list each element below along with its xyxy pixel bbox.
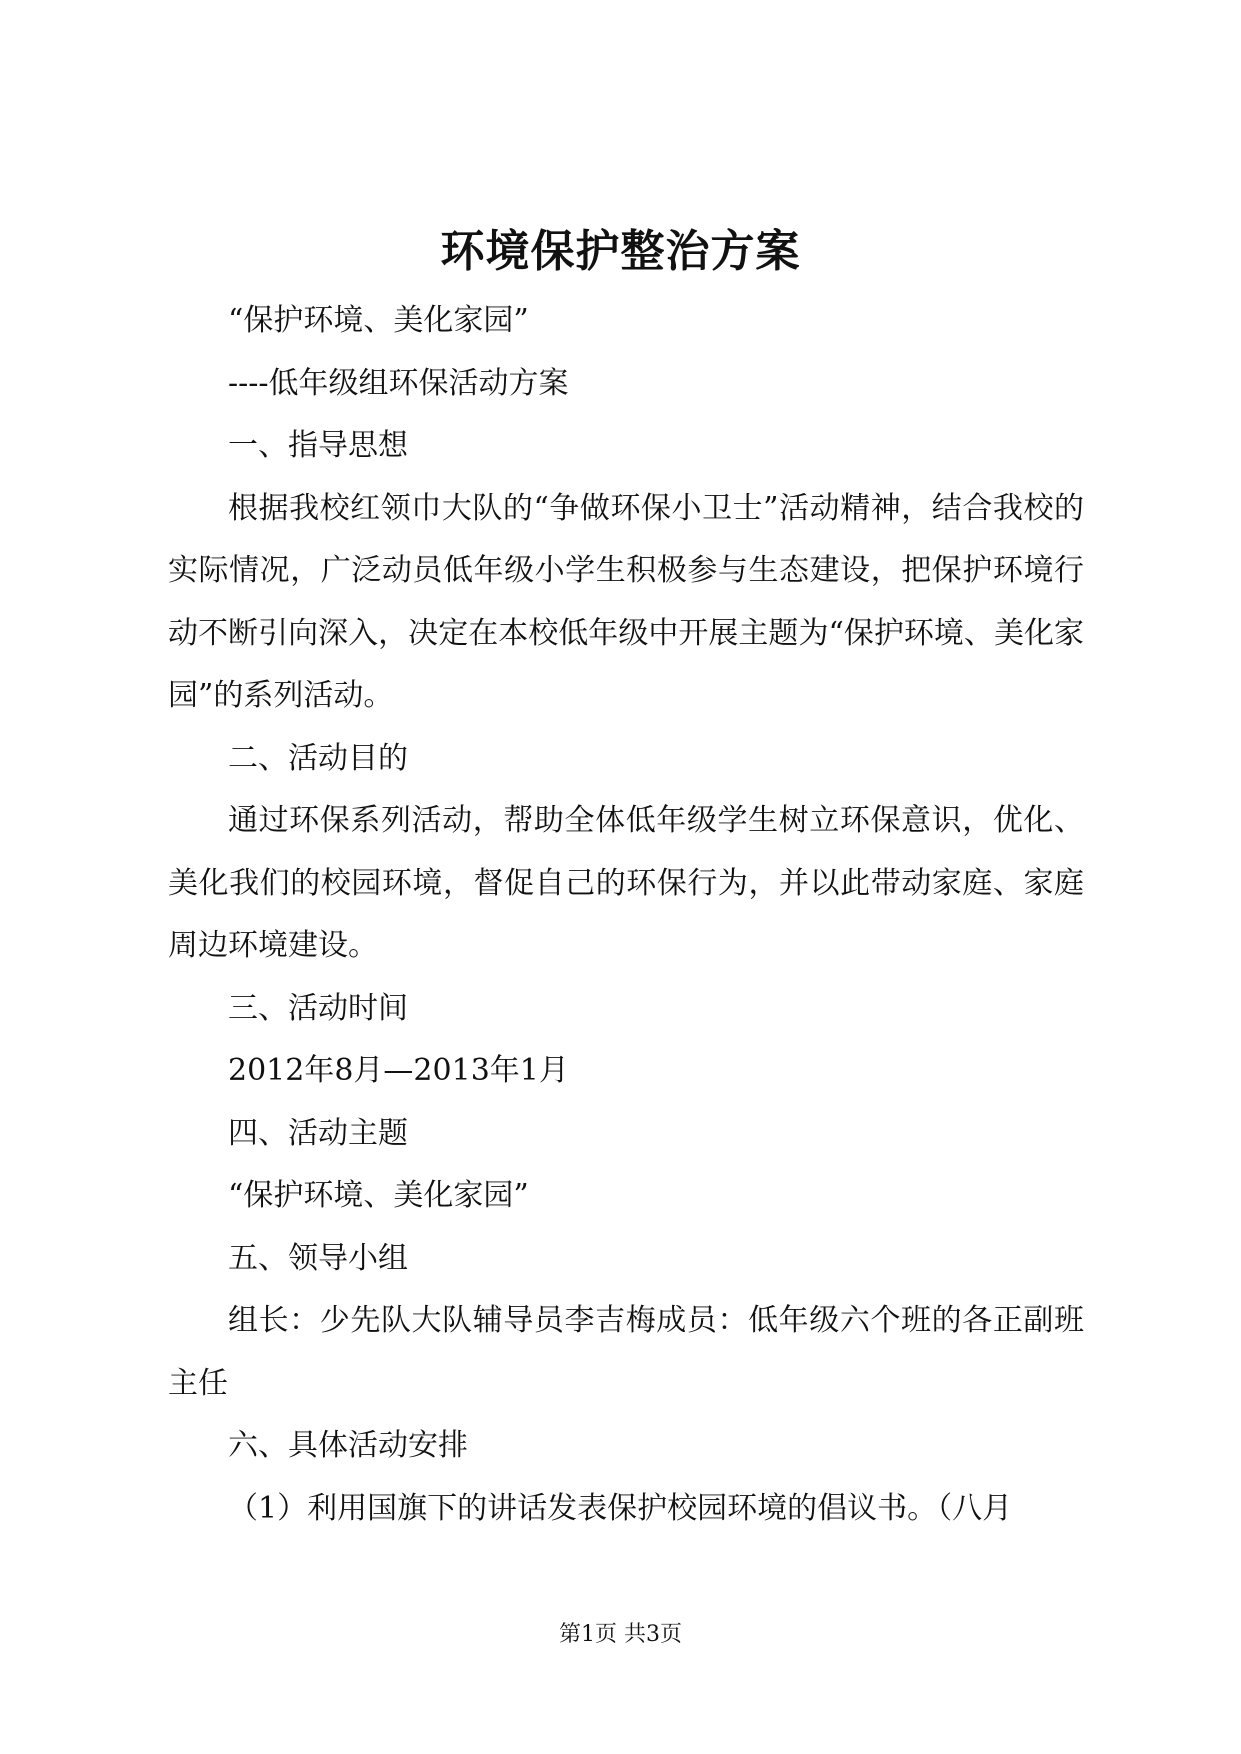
section-heading-purpose: 二、活动目的 xyxy=(228,740,408,776)
section-heading-activities: 六、具体活动安排 xyxy=(228,1428,468,1463)
document-body xyxy=(168,290,1084,1540)
paragraph-purpose: 通过环保系列活动，帮助全体低年级学生树立环保意识，优化、美化我们的校园环境，督促自己的环保行为，并以此带动家庭、家庭周边环境建设。 xyxy=(168,803,1084,963)
section-heading-theme: 四、活动主题 xyxy=(228,1115,408,1151)
paragraph-time: 2012年8月—2013年1月 xyxy=(228,1053,569,1088)
paragraph-slogan: “保护环境、美化家园” xyxy=(228,303,529,338)
paragraph-leadership: 组长：少先队大队辅导员李吉梅成员：低年级六个班的各正副班主任 xyxy=(168,1303,1084,1401)
document-title: 环境保护整治方案 xyxy=(440,226,801,277)
section-heading-leadership: 五、领导小组 xyxy=(228,1240,408,1276)
page-footer: 第1页 共3页 xyxy=(559,1622,682,1647)
paragraph-theme: “保护环境、美化家园” xyxy=(228,1178,529,1213)
paragraph-guiding-thought: 根据我校红领巾大队的“争做环保小卫士”活动精神，结合我校的实际情况，广泛动员低年级小学生积极参与生态建设，把保护环境行动不断引向深入，决定在本校低年级中开展主题为“保护环境、美化家园”的系列活动。 xyxy=(168,490,1084,713)
paragraph-subtitle: ----低年级组环保活动方案 xyxy=(228,365,569,401)
section-heading-time: 三、活动时间 xyxy=(228,990,408,1026)
section-heading-guiding-thought: 一、指导思想 xyxy=(228,428,408,463)
paragraph-activity-1: （1）利用国旗下的讲话发表保护校园环境的倡议书。（八月 xyxy=(228,1490,1013,1526)
